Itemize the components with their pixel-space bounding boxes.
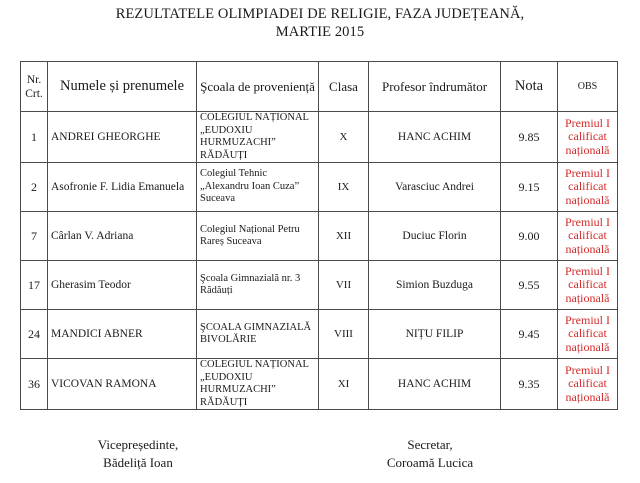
header-row bbox=[21, 62, 618, 112]
signature-secretary bbox=[340, 436, 520, 472]
cell-prof: Varasciuc Andrei bbox=[369, 163, 501, 212]
cell-school: COLEGIUL NAȚIONAL „EUDOXIU HURMUZACHI” RĂDĂUȚI bbox=[197, 359, 319, 410]
cell-nr: 2 bbox=[21, 163, 48, 212]
header-nota: Nota bbox=[501, 62, 558, 112]
cell-name: VICOVAN RAMONA bbox=[48, 359, 197, 410]
cell-school: Şcoala Gimnazială nr. 3 Rădăuți bbox=[197, 261, 319, 310]
cell-nr: 1 bbox=[21, 112, 48, 163]
cell-obs: Premiul I calificat națională bbox=[558, 359, 618, 410]
cell-prof: Duciuc Florin bbox=[369, 212, 501, 261]
table-row bbox=[21, 112, 618, 163]
cell-obs: Premiul I calificat națională bbox=[558, 163, 618, 212]
cell-name: ANDREI GHEORGHE bbox=[48, 112, 197, 163]
signature-role: Secretar, bbox=[407, 437, 453, 452]
signature-name: Coroamă Lucica bbox=[386, 455, 474, 470]
table-row bbox=[21, 310, 618, 359]
cell-clasa: X bbox=[319, 112, 369, 163]
cell-prof: NIȚU FILIP bbox=[369, 310, 501, 359]
table-row bbox=[21, 359, 618, 410]
cell-nota: 9.15 bbox=[501, 163, 558, 212]
signature-vicepresident bbox=[48, 436, 228, 472]
cell-nr: 7 bbox=[21, 212, 48, 261]
cell-nr: 36 bbox=[21, 359, 48, 410]
cell-nr: 17 bbox=[21, 261, 48, 310]
cell-obs: Premiul I calificat națională bbox=[558, 112, 618, 163]
cell-clasa: XII bbox=[319, 212, 369, 261]
header-prof: Profesor îndrumător bbox=[369, 62, 501, 112]
table-row bbox=[21, 163, 618, 212]
cell-nota: 9.85 bbox=[501, 112, 558, 163]
cell-clasa: VIII bbox=[319, 310, 369, 359]
cell-nota: 9.55 bbox=[501, 261, 558, 310]
header-nr: Nr. Crt. bbox=[21, 62, 48, 112]
cell-school: Colegiul Tehnic „Alexandru Ioan Cuza” Suceava bbox=[197, 163, 319, 212]
cell-clasa: XI bbox=[319, 359, 369, 410]
signature-role: Vicepreședinte, bbox=[97, 437, 179, 452]
cell-nota: 9.45 bbox=[501, 310, 558, 359]
cell-obs: Premiul I calificat națională bbox=[558, 310, 618, 359]
cell-nr: 24 bbox=[21, 310, 48, 359]
title-line-2: MARTIE 2015 bbox=[275, 24, 365, 40]
header-obs: OBS bbox=[558, 62, 618, 112]
header-name: Numele și prenumele bbox=[48, 62, 197, 112]
cell-nota: 9.00 bbox=[501, 212, 558, 261]
cell-name: MANDICI ABNER bbox=[48, 310, 197, 359]
cell-name: Gherasim Teodor bbox=[48, 261, 197, 310]
results-table bbox=[20, 61, 618, 410]
cell-prof: HANC ACHIM bbox=[369, 359, 501, 410]
title-line-1: REZULTATELE OLIMPIADEI DE RELIGIE, FAZA JUDEȚEANĂ, bbox=[115, 6, 525, 22]
signature-name: Bădeliță Ioan bbox=[103, 455, 173, 470]
cell-clasa: IX bbox=[319, 163, 369, 212]
cell-school: COLEGIUL NAȚIONAL „EUDOXIU HURMUZACHI” RĂDĂUȚI bbox=[197, 112, 319, 163]
cell-nota: 9.35 bbox=[501, 359, 558, 410]
cell-obs: Premiul I calificat națională bbox=[558, 261, 618, 310]
cell-clasa: VII bbox=[319, 261, 369, 310]
document-title bbox=[0, 5, 640, 41]
table-row bbox=[21, 212, 618, 261]
cell-school: ŞCOALA GIMNAZIALĂ BIVOLĂRIE bbox=[197, 310, 319, 359]
cell-school: Colegiul Național Petru Rareș Suceava bbox=[197, 212, 319, 261]
table-row bbox=[21, 261, 618, 310]
header-school: Şcoala de proveniență bbox=[197, 62, 319, 112]
cell-prof: HANC ACHIM bbox=[369, 112, 501, 163]
header-clasa: Clasa bbox=[319, 62, 369, 112]
cell-name: Asofronie F. Lidia Emanuela bbox=[48, 163, 197, 212]
cell-name: Cârlan V. Adriana bbox=[48, 212, 197, 261]
cell-prof: Simion Buzduga bbox=[369, 261, 501, 310]
cell-obs: Premiul I calificat națională bbox=[558, 212, 618, 261]
